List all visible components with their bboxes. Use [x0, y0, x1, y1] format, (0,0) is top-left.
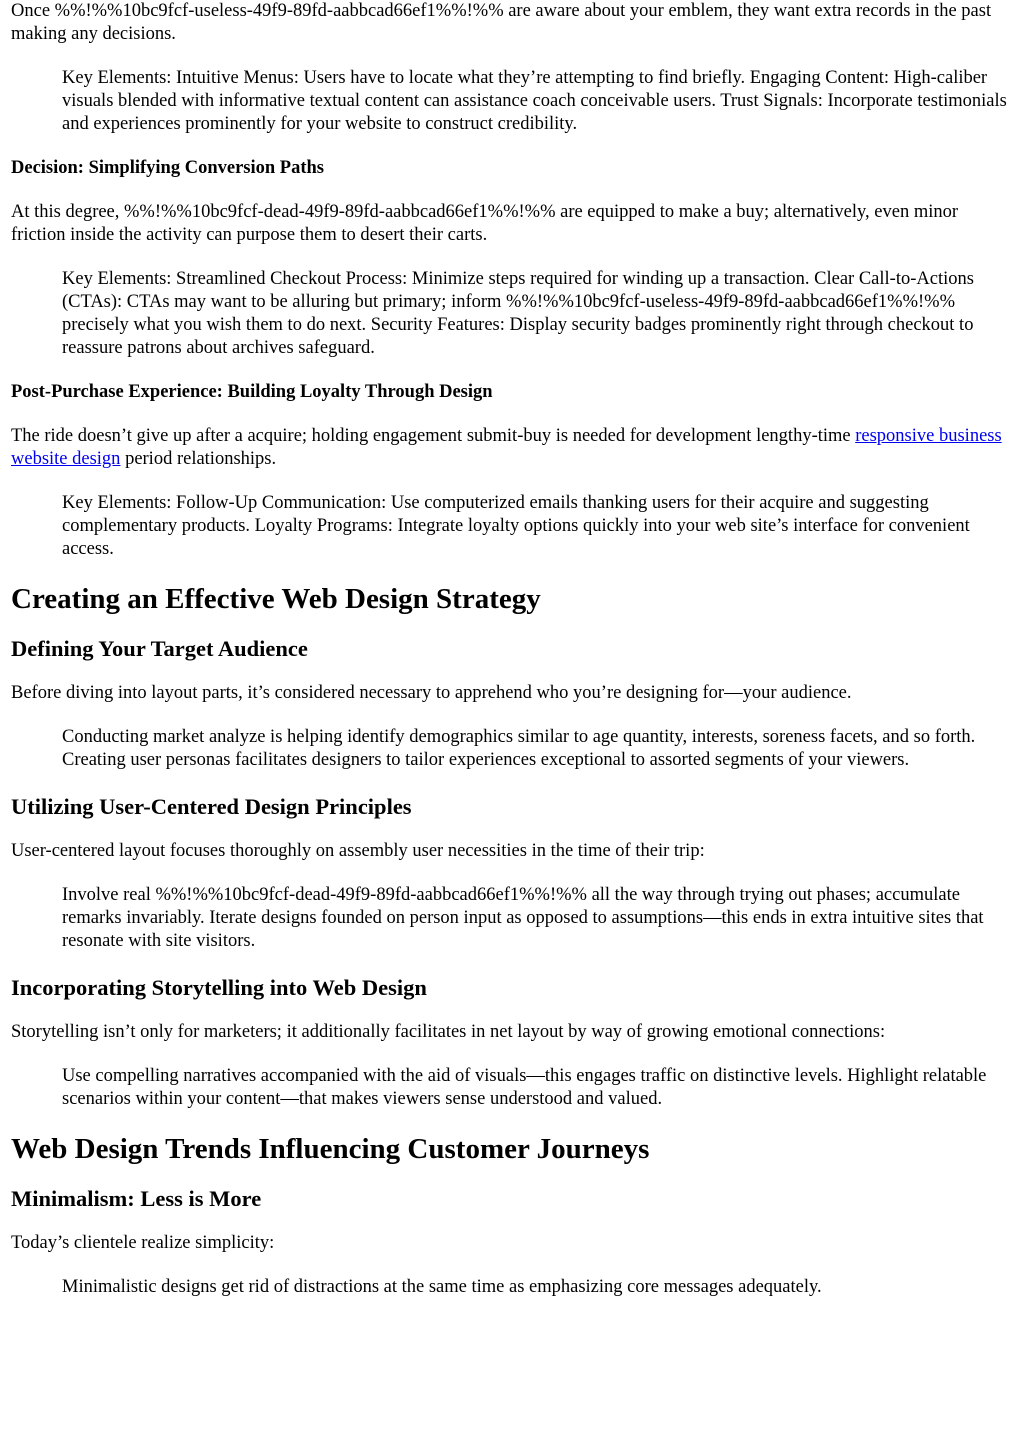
intro-paragraph: Once %%!%%10bc9fcf-useless-49f9-89fd-aabbcad66ef1%%!%% are aware about your emblem, they want extra records in the past making any decisions.	[11, 1, 992, 44]
minimalism-heading: Minimalism: Less is More	[11, 1186, 262, 1211]
audience-paragraph: Before diving into layout parts, it’s considered necessary to apprehend who you’re designing for—your audience.	[11, 683, 852, 703]
audience-heading: Defining Your Target Audience	[11, 636, 308, 661]
ucd-quote: Involve real %%!%%10bc9fcf-dead-49f9-89fd-aabbcad66ef1%%!%% all the way through trying out phases; accumulate remarks invariably. Iterate designs founded on person input as opposed to assumptions—this ends in extra intuitive sites that resonate with site visitors.	[62, 885, 984, 951]
post-purchase-text-after: period relationships.	[120, 449, 277, 469]
ucd-heading: Utilizing User-Centered Design Principles	[11, 794, 412, 819]
post-purchase-paragraph	[11, 425, 1014, 471]
post-purchase-heading: Post-Purchase Experience: Building Loyalty Through Design	[11, 382, 493, 402]
post-purchase-text-before: The ride doesn’t give up after a acquire; holding engagement submit-buy is needed for development lengthy-time	[11, 426, 856, 446]
responsive-design-link[interactable]: responsive business website design	[11, 426, 1002, 469]
storytelling-heading: Incorporating Storytelling into Web Design	[11, 975, 427, 1000]
ucd-paragraph: User-centered layout focuses thoroughly on assembly user necessities in the time of their trip:	[11, 841, 705, 861]
strategy-heading: Creating an Effective Web Design Strategy	[11, 583, 541, 615]
consideration-key-elements-quote: Key Elements: Intuitive Menus: Users have to locate what they’re attempting to find briefly. Engaging Content: High-caliber visuals blended with informative textual content can assistance coach conceivable users. Trust Signals: Incorporate testimonials and experiences prominently for your website to construct credibility.	[62, 68, 1007, 134]
minimalism-paragraph: Today’s clientele realize simplicity:	[11, 1233, 275, 1253]
trends-heading: Web Design Trends Influencing Customer Journeys	[11, 1133, 650, 1165]
minimalism-quote: Minimalistic designs get rid of distractions at the same time as emphasizing core messages adequately.	[62, 1277, 822, 1297]
post-purchase-key-elements-quote: Key Elements: Follow-Up Communication: Use computerized emails thanking users for their acquire and suggesting complementary products. Loyalty Programs: Integrate loyalty options quickly into your web site’s interface for convenient access.	[62, 493, 970, 559]
decision-key-elements-quote: Key Elements: Streamlined Checkout Process: Minimize steps required for winding up a transaction. Clear Call-to-Actions (CTAs): CTAs may want to be alluring but primary; inform %%!%%10bc9fcf-useless-49f9-89fd-aabbcad66ef1%%!%% precisely what you wish them to do next. Security Features: Display security badges prominently right through checkout to reassure patrons about archives safeguard.	[62, 269, 974, 358]
decision-heading: Decision: Simplifying Conversion Paths	[11, 158, 324, 178]
audience-quote: Conducting market analyze is helping identify demographics similar to age quantity, interests, soreness facets, and so forth. Creating user personas facilitates designers to tailor experiences exceptional to assorted segments of your viewers.	[62, 727, 976, 770]
storytelling-quote: Use compelling narratives accompanied with the aid of visuals—this engages traffic on distinctive levels. Highlight relatable scenarios within your content—that makes viewers sense understood and valued.	[62, 1066, 987, 1109]
storytelling-paragraph: Storytelling isn’t only for marketers; it additionally facilitates in net layout by way of growing emotional connections:	[11, 1022, 886, 1042]
decision-paragraph: At this degree, %%!%%10bc9fcf-dead-49f9-89fd-aabbcad66ef1%%!%% are equipped to make a buy; alternatively, even minor friction inside the activity can purpose them to desert their carts.	[11, 202, 959, 245]
